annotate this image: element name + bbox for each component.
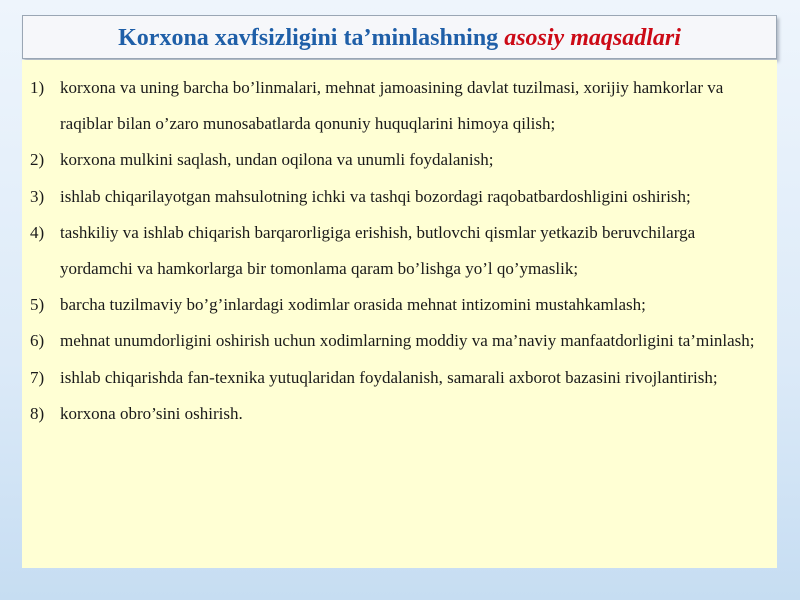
goal-text: korxona va uning barcha bo’linmalari, mehnat jamoasining davlat tuzilmasi, xorijiy hamkorlar va raqiblar bilan o’zaro munosabatlarda qonuniy huquqlarini himoya qilish; bbox=[60, 78, 724, 134]
goal-number: 1) bbox=[30, 78, 45, 97]
goal-text: korxona mulkini saqlash, undan oqilona va unumli foydalanish; bbox=[60, 150, 494, 170]
goal-item-7 bbox=[30, 360, 769, 396]
goal-number: 3) bbox=[30, 186, 45, 206]
goal-text: ishlab chiqarishda fan-texnika yutuqlaridan foydalanish, samarali axborot bazasini rivojlantirish; bbox=[60, 367, 718, 387]
goal-text: korxona obro’sini oshirish. bbox=[60, 403, 243, 423]
goal-item-2 bbox=[30, 142, 769, 178]
goal-number: 6) bbox=[30, 331, 45, 351]
goal-number: 8) bbox=[30, 403, 45, 423]
goal-text: mehnat unumdorligini oshirish uchun xodimlarning moddiy va ma’naviy manfaatdorligini ta’minlash; bbox=[60, 331, 755, 351]
goal-item-4 bbox=[30, 215, 769, 287]
goal-text: barcha tuzilmaviy bo’g’inlardagi xodimlar orasida mehnat intizomini mustahkamlash; bbox=[60, 295, 646, 315]
slide-title-accent: asosiy maqsadlari bbox=[504, 25, 681, 51]
goal-item-6 bbox=[30, 323, 769, 359]
goal-item-8 bbox=[30, 396, 769, 432]
goal-number: 5) bbox=[30, 295, 45, 315]
goal-text: tashkiliy va ishlab chiqarish barqarorligiga erishish, butlovchi qismlar yetkazib beruvchilarga yordamchi va hamkorlarga bir tomonlama qaram bo’lishga yo’l qo’ymaslik; bbox=[60, 222, 696, 279]
slide-title bbox=[22, 15, 777, 59]
goal-item-1 bbox=[30, 70, 769, 142]
goals-panel bbox=[22, 60, 777, 568]
goal-number: 4) bbox=[30, 222, 45, 242]
goals-list bbox=[30, 70, 769, 432]
goal-number: 2) bbox=[30, 150, 45, 170]
goal-item-3 bbox=[30, 179, 769, 215]
slide-title-main: Korxona xavfsizligini ta’minlashning bbox=[118, 25, 499, 51]
goal-text: ishlab chiqarilayotgan mahsulotning ichki va tashqi bozordagi raqobatbardoshligini oshirish; bbox=[60, 186, 691, 206]
goal-item-5 bbox=[30, 287, 769, 323]
goal-number: 7) bbox=[30, 367, 45, 387]
